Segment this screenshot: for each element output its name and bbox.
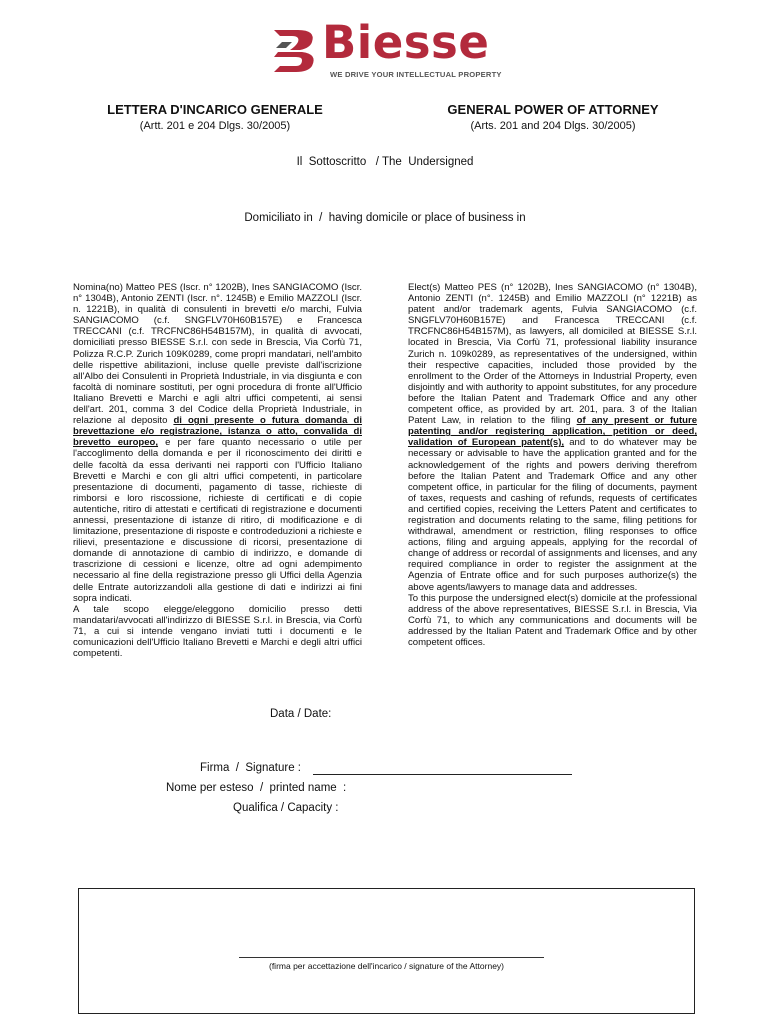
attorney-signature-box[interactable] — [78, 888, 695, 1014]
brand-tagline: WE DRIVE YOUR INTELLECTUAL PROPERTY — [330, 70, 502, 79]
title-italian: LETTERA D'INCARICO GENERALE — [107, 102, 323, 117]
italian-paragraph-1 — [73, 282, 362, 604]
biesse-logo — [270, 16, 505, 80]
attorney-signature-caption: (firma per accettazione dell'incarico / signature of the Attorney) — [268, 961, 505, 971]
italian-body — [73, 282, 362, 659]
english-body — [408, 282, 697, 648]
header-italian — [50, 102, 380, 132]
capacity-label: Qualifica / Capacity : — [233, 802, 339, 814]
english-text-rest: and to do whatever may be necessary or advisable to have the application granted and for the acknowledgement of the rights and powers deriving therefrom before the Italian Patent and Trademark Office and any other competent office, in particular for the filing of documents, payment of taxes, requests and cashing of refunds, requests of certificates and certified copies, receiving the Letters Patent and certificates to registration and documents relating to the same, filing petitions for withdrawal, amendment or restriction, filing responses to office actions, filing and arguing appeals, applying for the recordal of change of address or recordal of assignments and licenses, and any required compliance in order to register the assignment at the Agenzia of Entrate office and for such purposes authorize(s) the above agents/lawyers to manage data and addresses. — [408, 437, 697, 593]
undersigned-label: Il Sottoscritto / The Undersigned — [296, 156, 474, 168]
subtitle-italian: (Artt. 201 e 204 Dlgs. 30/2005) — [139, 120, 291, 132]
date-label: Data / Date: — [270, 708, 332, 720]
brand-name: Biesse — [322, 16, 490, 69]
english-emphasis: of any present or future patenting and/or registering application, petition or deed, validation of European patent(s), — [408, 415, 698, 449]
domicile-label: Domiciliato in / having domicile or place of business in — [244, 212, 526, 224]
english-text: Elect(s) Matteo PES (n° 1202B), Ines SANGIACOMO (n° 1304B), Antonio ZENTI (n°. 1245B) and Emilio MAZZOLI (n° 1221B) as patent and/or trademark agents, Fulvia SANGIACOMO (c.f. SNGFLV70H60B157E) and Francesca TRECCANI (c.f. TRCFNC86H54B157M), as lawyers, all domiciled at BIESSE S.r.l. located in Brescia, Via Corfù 71, professional liability insurance Zurich n. 109k0289, as representatives of the undersigned, within their respective capacities, included those provided by the enrollment to the Order of the Attorneys in Industrial Property, even disjointly and with authority to appoint substitutes, for any procedure before the Italian Patent and Trademark Office and any other competent office, as provided by art. 201, para. 3 of the Italian Patent Law, in relation to the filing — [408, 282, 697, 427]
signature-label: Firma / Signature : — [200, 762, 301, 774]
italian-emphasis: di ogni presente o futura domanda di brevettazione e/o registrazione, istanza o atto, convalida di brevetto europeo, — [73, 415, 362, 449]
signature-line[interactable] — [313, 774, 572, 775]
attorney-signature-line — [239, 957, 544, 958]
italian-text-rest: e per fare quanto necessario o utile per l'accoglimento della domanda e per il riconoscimento dei diritti e delle facoltà da essa derivanti nei rapporti con l'Ufficio Italiano Brevetti e Marchi e con gli altri uffici competenti, in particolare presentazione di documenti, pagamento di tasse, richieste di rimborsi e loro riscossione, richieste di certificati e di copie autentiche, ritiro di attestati e certificati di registrazione e documenti annessi, presentazione di istanze di ritiro, di modificazione e di limitazione, presentazione di risposte e controdeduzioni a richieste e rilievi, presentazione e discussione di ricorsi, presentazione di domande di annotazione di cambio di indirizzo, e domande di trascrizione di cessioni e licenze, oltre ad ogni adempimento necessario al fine della registrazione presso gli Uffici della Agenzia delle Entrate autorizzandoli alla gestione di dati e indirizzi ai fini sopra indicati. — [73, 437, 362, 604]
title-english: GENERAL POWER OF ATTORNEY — [447, 102, 659, 117]
italian-text: Nomina(no) Matteo PES (Iscr. n° 1202B), Ines SANGIACOMO (Iscr. n° 1304B), Antonio ZENTI (Iscr. n°. 1245B) e Emilio MAZZOLI (Iscr. n. 1221B), in qualità di consulenti in brevetti e/o marchi, Fulvia SANGIACOMO (c.f. SNGFLV70H60B157E) e Francesca TRECCANI (c.f. TRCFNC86H54B157M), in qualità di avvocati, domiciliati presso BIESSE S.r.l. con sede in Brescia, Via Corfù 71, Polizza R.C.P. Zurich 109K0289, come propri mandatari, nell'ambito delle rispettive abilitazioni, incluse quelle previste dall'iscrizione all'Albo dei Consulenti in Proprietà Industriale, in via disgiunta e con facoltà di nominare sostituti, per ogni procedura di fronte all'Ufficio Italiano Brevetti e Marchi e agli altri uffici competenti, ai sensi dell'art. 201, comma 3 del Codice della Proprietà Industriale, in relazione al deposito — [73, 282, 362, 427]
english-paragraph-2: To this purpose the undersigned elect(s) domicile at the professional address of the above representatives, BIESSE S.r.l. in Brescia, Via Corfù 71, to which any communications and documents will be addressed by the Italian Patent and Trademark Office and by other competent offices. — [408, 592, 697, 648]
printed-name-label: Nome per esteso / printed name : — [166, 782, 347, 794]
subtitle-english: (Arts. 201 and 204 Dlgs. 30/2005) — [470, 120, 636, 132]
header-english — [388, 102, 718, 132]
italian-paragraph-2: A tale scopo elegge/eleggono domicilio presso detti mandatari/avvocati all'indirizzo di BIESSE S.r.l. in Brescia, via Corfù 71, a cui si intende vengano inviati tutti i documenti e le comunicazioni dell'Ufficio Italiano Brevetti e Marchi e degli altri uffici competenti. — [73, 603, 362, 660]
english-paragraph-1 — [408, 282, 697, 593]
biesse-logo-mark-icon — [270, 26, 320, 74]
